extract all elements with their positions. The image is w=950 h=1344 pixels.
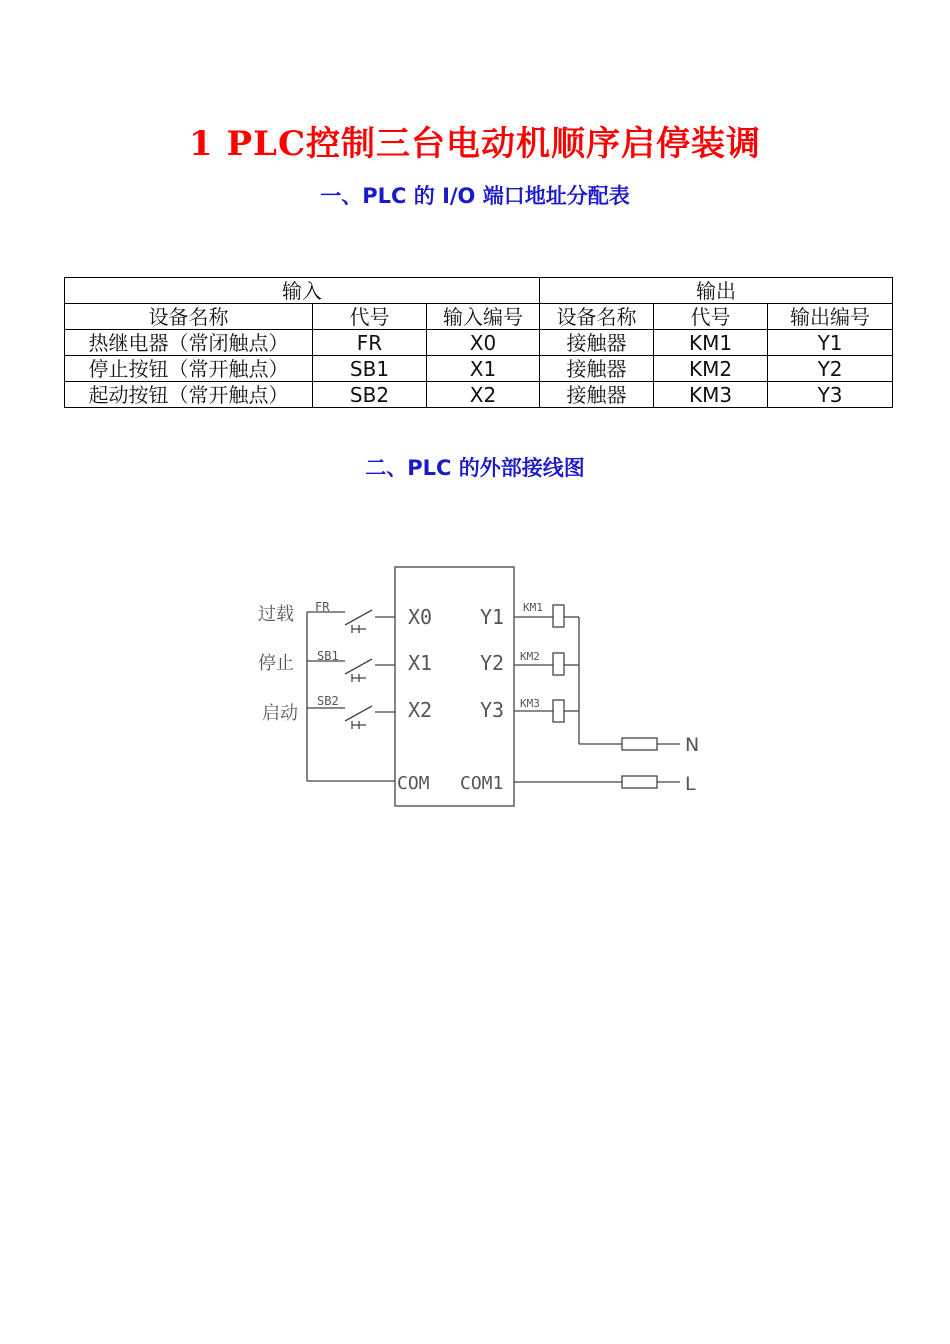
plc-wiring-diagram	[0, 540, 950, 840]
column-header: 代号	[654, 304, 768, 330]
coil-label-km2: KM2	[520, 650, 540, 663]
output-group-header: 输出	[540, 278, 893, 304]
table-column-header-row	[65, 304, 893, 330]
section-heading-wiring-diagram: 二、PLC 的外部接线图	[365, 456, 585, 480]
plc-terminal-y2: Y2	[480, 651, 505, 675]
supply-label-n: N	[685, 734, 700, 756]
plc-terminal-com: COM	[397, 773, 430, 794]
column-header: 输入编号	[427, 304, 540, 330]
stop-label: 停止	[258, 653, 294, 674]
plc-terminal-x1: X1	[408, 651, 433, 675]
input-code-cell: FR	[313, 330, 427, 356]
table-row	[65, 330, 893, 356]
fuse-n	[622, 738, 657, 750]
output-number-cell: Y2	[768, 356, 893, 382]
output-number-cell: Y1	[768, 330, 893, 356]
contact-sb2	[307, 706, 395, 729]
input-group-header: 输入	[65, 278, 540, 304]
io-assignment-table	[64, 277, 893, 408]
supply-label-l: L	[685, 773, 696, 795]
contact-label-sb2: SB2	[317, 694, 339, 708]
plc-terminal-y1: Y1	[480, 605, 505, 629]
input-device-cell: 停止按钮（常开触点）	[65, 356, 313, 382]
output-device-cell: 接触器	[540, 330, 654, 356]
contact-label-sb1: SB1	[317, 649, 339, 663]
output-code-cell: KM1	[654, 330, 768, 356]
input-code-cell: SB2	[313, 382, 427, 408]
plc-terminal-y3: Y3	[480, 698, 505, 722]
coil-label-km3: KM3	[520, 697, 540, 710]
page-title: 1 PLC控制三台电动机顺序启停装调	[188, 124, 762, 164]
contact-label-fr: FR	[315, 600, 330, 614]
fuse-l	[622, 776, 657, 788]
plc-unit-box	[395, 567, 514, 806]
input-number-cell: X0	[427, 330, 540, 356]
column-header: 输出编号	[768, 304, 893, 330]
input-device-cell: 起动按钮（常开触点）	[65, 382, 313, 408]
column-header: 设备名称	[540, 304, 654, 330]
section-heading-io-table: 一、PLC 的 I/O 端口地址分配表	[320, 184, 630, 208]
coil-label-km1: KM1	[523, 601, 543, 614]
output-number-cell: Y3	[768, 382, 893, 408]
input-device-cell: 热继电器（常闭触点）	[65, 330, 313, 356]
output-code-cell: KM3	[654, 382, 768, 408]
table-row	[65, 382, 893, 408]
input-number-cell: X2	[427, 382, 540, 408]
column-header: 设备名称	[65, 304, 313, 330]
output-device-cell: 接触器	[540, 356, 654, 382]
overload-label: 过载	[258, 604, 294, 625]
table-row	[65, 356, 893, 382]
plc-terminal-x0: X0	[408, 605, 433, 629]
output-code-cell: KM2	[654, 356, 768, 382]
column-header: 代号	[313, 304, 427, 330]
input-code-cell: SB1	[313, 356, 427, 382]
start-label: 启动	[262, 703, 298, 724]
output-device-cell: 接触器	[540, 382, 654, 408]
input-number-cell: X1	[427, 356, 540, 382]
plc-terminal-com1: COM1	[460, 773, 504, 794]
table-group-header-row	[65, 278, 893, 304]
plc-terminal-x2: X2	[408, 698, 433, 722]
